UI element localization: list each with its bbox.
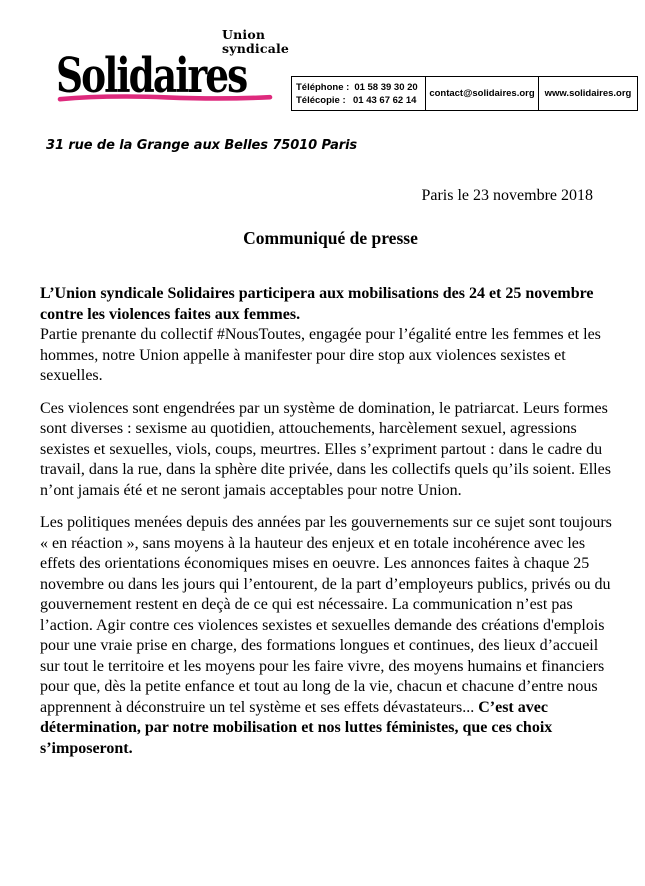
logo-pink-underline-stroke <box>60 97 270 100</box>
phone-label: Téléphone : <box>296 81 350 93</box>
contact-website: www.solidaires.org <box>544 88 632 99</box>
phone-row <box>296 82 418 93</box>
fax-number: 01 43 67 62 14 <box>353 94 417 106</box>
contact-phone-cell <box>291 76 426 111</box>
dateline: Paris le 23 novembre 2018 <box>421 187 593 204</box>
contact-info-table <box>291 76 638 111</box>
logo-union-line2: syndicale <box>222 40 290 56</box>
document-title: Communiqué de presse <box>243 228 418 248</box>
paragraph-intro-bold-lead: L’Union syndicale Solidaires participera aux mobilisations des 24 et 25 novembre contre les violences faites aux femmes. <box>40 285 594 323</box>
solidaires-logo <box>56 22 290 106</box>
paragraph-intro-rest: Partie prenante du collectif #NousToutes, engagée pour l’égalité entre les femmes et les hommes, notre Union appelle à manifester pour dire stop aux violences sexistes et sexuelles. <box>40 326 601 384</box>
contact-website-cell <box>538 76 638 111</box>
body-text <box>40 284 614 771</box>
fax-row <box>296 95 416 106</box>
phone-number: 01 58 39 30 20 <box>354 81 418 93</box>
paragraph-politiques <box>40 513 614 759</box>
fax-label: Télécopie : <box>296 94 346 106</box>
postal-address: 31 rue de la Grange aux Belles 75010 Paris <box>46 138 358 153</box>
contact-email: contact@solidaires.org <box>429 88 535 99</box>
paragraph-violences: Ces violences sont engendrées par un système de domination, le patriarcat. Leurs formes sont diverses : sexisme au quotidien, attouchements, harcèlement sexuel, agressions sexistes et sexuelles, viols, coups, meurtres. Elles s’expriment partout : dans le cadre du travail, dans la rue, dans la sphère dite privée, dans les collectifs quels qu’ils soient. Elles n’ont jamais été et ne seront jamais acceptables pour notre Union. <box>40 399 611 499</box>
paragraph-politiques-bold-close: C’est avec détermination, par notre mobilisation et nos luttes féministes, que ces choix s’imposeront. <box>40 698 553 757</box>
paragraph-politiques-regular: Les politiques menées depuis des années par les gouvernements sur ce sujet sont toujours « en réaction », sans moyens à la hauteur des enjeux et en totale incohérence avec les effets des orientations économiques mises en oeuvre. Les annonces faites à chaque 25 novembre ou dans les jours qui l’entourent, de la part d’employeurs publics, privés ou du gouvernement restent en deçà de ce qui est nécessaire. La communication n’est pas l’action. Agir contre ces violences sexistes et sexuelles demande des créations d'emplois pour une vraie prise en charge, des formations longues et continues, des lieux d’accueil sur tout le territoire et les moyens pour les faire vivre, des moyens humains et financiers pour que, dès la petite enfance et tout au long de la vie, chacun et chacune d’entre nous apprennent à déconstruire un tel système et ses effets dévastateurs... <box>40 514 612 716</box>
contact-email-cell <box>425 76 539 111</box>
logo-brand-text: Solidaires <box>56 48 247 104</box>
logo-union-line1: Union <box>222 27 266 42</box>
logo-pink-underline-icon <box>57 93 273 103</box>
paragraph-intro <box>40 284 614 387</box>
